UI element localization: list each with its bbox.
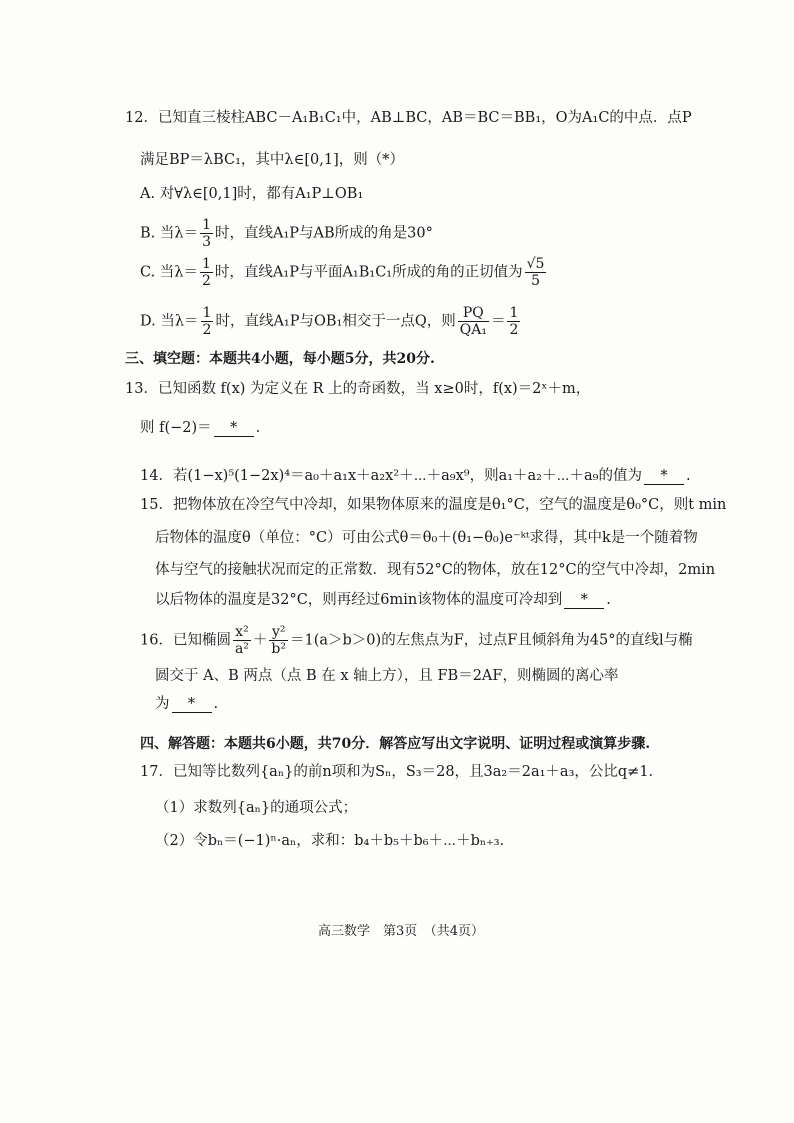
q15-line1: 15．把物体放在冷空气中冷却，如果物体原来的温度是θ₁°C，空气的温度是θ₀°C，则t min	[140, 497, 727, 513]
ellipse-x-fraction	[233, 624, 251, 657]
option-d-ratio-fraction	[458, 305, 489, 338]
fraction-numerator: x²	[233, 624, 251, 641]
q16-line2: 圆交于 A、B 两点（点 B 在 x 轴上方），且 FB＝2AF，则椭圆的离心率	[155, 668, 619, 684]
fraction-denominator: QA₁	[459, 322, 487, 338]
q16-line3	[155, 694, 218, 714]
fraction-denominator: 3	[202, 234, 211, 250]
q14-text: 14．若(1−x)⁵(1−2x)⁴＝a₀＋a₁x＋a₂x²＋⋯＋a₉x⁹，则a₁＋a₂＋⋯＋a₉的值为	[140, 468, 642, 484]
fraction-numerator: 1	[202, 217, 211, 233]
q17-part1: （1）求数列{aₙ}的通项公式；	[155, 800, 358, 816]
fraction-denominator: 5	[531, 273, 540, 289]
fraction-numerator: 1	[202, 256, 211, 272]
answer-blank[interactable]: *	[564, 592, 604, 609]
fraction-denominator: a²	[234, 641, 249, 657]
answer-blank[interactable]: *	[214, 420, 254, 437]
fraction-denominator: b²	[271, 641, 286, 657]
fraction-denominator: 2	[202, 273, 211, 289]
q14-suffix: .	[686, 468, 691, 484]
page-footer: 高三数学 第3页 （共4页）	[318, 924, 485, 939]
fraction-numerator: PQ	[458, 305, 489, 322]
section-solution-header: 四、解答题：本题共6小题，共70分．解答应写出文字说明、证明过程或演算步骤.	[140, 736, 651, 752]
fraction-numerator: √5	[526, 256, 545, 272]
q16-prefix: 16．已知椭圆	[140, 632, 231, 649]
option-d-value-fraction	[507, 305, 520, 338]
q12-option-a: A. 对∀λ∈[0,1]时，都有A₁P⊥OB₁	[140, 186, 364, 202]
section-fill-in-header: 三、填空题：本题共4小题，每小题5分，共20分.	[125, 351, 435, 367]
option-d-equals: ＝	[490, 313, 506, 330]
fraction-numerator: 1	[202, 305, 212, 321]
option-c-text: 时，直线A₁P与平面A₁B₁C₁所成的角的正切值为	[214, 264, 523, 281]
q16-suffix: .	[213, 696, 219, 712]
q16-text: ＝1(a＞b＞0)的左焦点为F，过点F且倾斜角为45°的直线l与椭	[290, 632, 693, 649]
option-b-text: 时，直线A₁P与AB所成的角是30°	[215, 225, 433, 242]
answer-blank[interactable]: *	[172, 696, 212, 713]
q12-stem-line1: 12．已知直三棱柱ABC－A₁B₁C₁中，AB⊥BC，AB＝BC＝BB₁，O为A₁C的中点．点P	[125, 110, 692, 126]
answer-blank[interactable]: *	[644, 468, 684, 485]
q12-option-d	[140, 305, 522, 338]
q15-line4	[155, 590, 611, 610]
q16-prefix2: 为	[155, 696, 170, 712]
q13-suffix: .	[255, 420, 261, 436]
option-b-prefix: B. 当λ＝	[140, 225, 199, 242]
option-c-value-fraction	[525, 256, 547, 289]
q12-stem-line2: 满足BP＝λBC₁，其中λ∈[0,1]，则（*）	[140, 152, 404, 168]
q13-line2	[140, 418, 260, 438]
q17-part2: （2）令bₙ＝(−1)ⁿ·aₙ，求和：b₄＋b₅＋b₆＋⋯＋bₙ₊₃．	[155, 833, 515, 849]
option-c-prefix: C. 当λ＝	[140, 264, 198, 281]
option-c-fraction	[200, 256, 213, 289]
plus-sign: ＋	[252, 632, 268, 649]
q13-line1: 13．已知函数 f(x) 为定义在 R 上的奇函数，当 x≥0时，f(x)＝2ˣ＋m，	[125, 381, 591, 397]
q17-line1: 17．已知等比数列{aₙ}的前n项和为Sₙ，S₃＝28，且3a₂＝2a₁＋a₃，公比q≠1．	[140, 764, 664, 780]
fraction-denominator: 2	[202, 322, 212, 338]
q14-line	[140, 466, 691, 486]
fraction-numerator: y²	[269, 624, 288, 641]
fraction-denominator: 2	[509, 322, 519, 338]
ellipse-y-fraction	[269, 624, 288, 657]
fraction-numerator: 1	[509, 305, 519, 321]
q15-line2: 后物体的温度θ（单位：°C）可由公式θ＝θ₀＋(θ₁−θ₀)e⁻ᵏᵗ求得，其中k是一个随着物	[155, 530, 698, 546]
q12-option-c	[140, 256, 548, 289]
option-d-text: 时，直线A₁P与OB₁相交于一点Q，则	[215, 313, 456, 330]
q16-line1	[140, 624, 693, 657]
option-d-prefix: D. 当λ＝	[140, 313, 199, 330]
q12-option-b	[140, 217, 433, 250]
q15-suffix: .	[606, 592, 611, 608]
q15-text: 以后物体的温度是32°C，则再经过6min该物体的温度可冷却到	[155, 592, 563, 608]
option-d-fraction	[201, 305, 214, 338]
option-b-fraction	[200, 217, 213, 250]
q13-prefix: 则 f(−2)＝	[140, 420, 212, 436]
q15-line3: 体与空气的接触状况而定的正常数．现有52°C的物体，放在12°C的空气中冷却，2min	[155, 562, 716, 578]
